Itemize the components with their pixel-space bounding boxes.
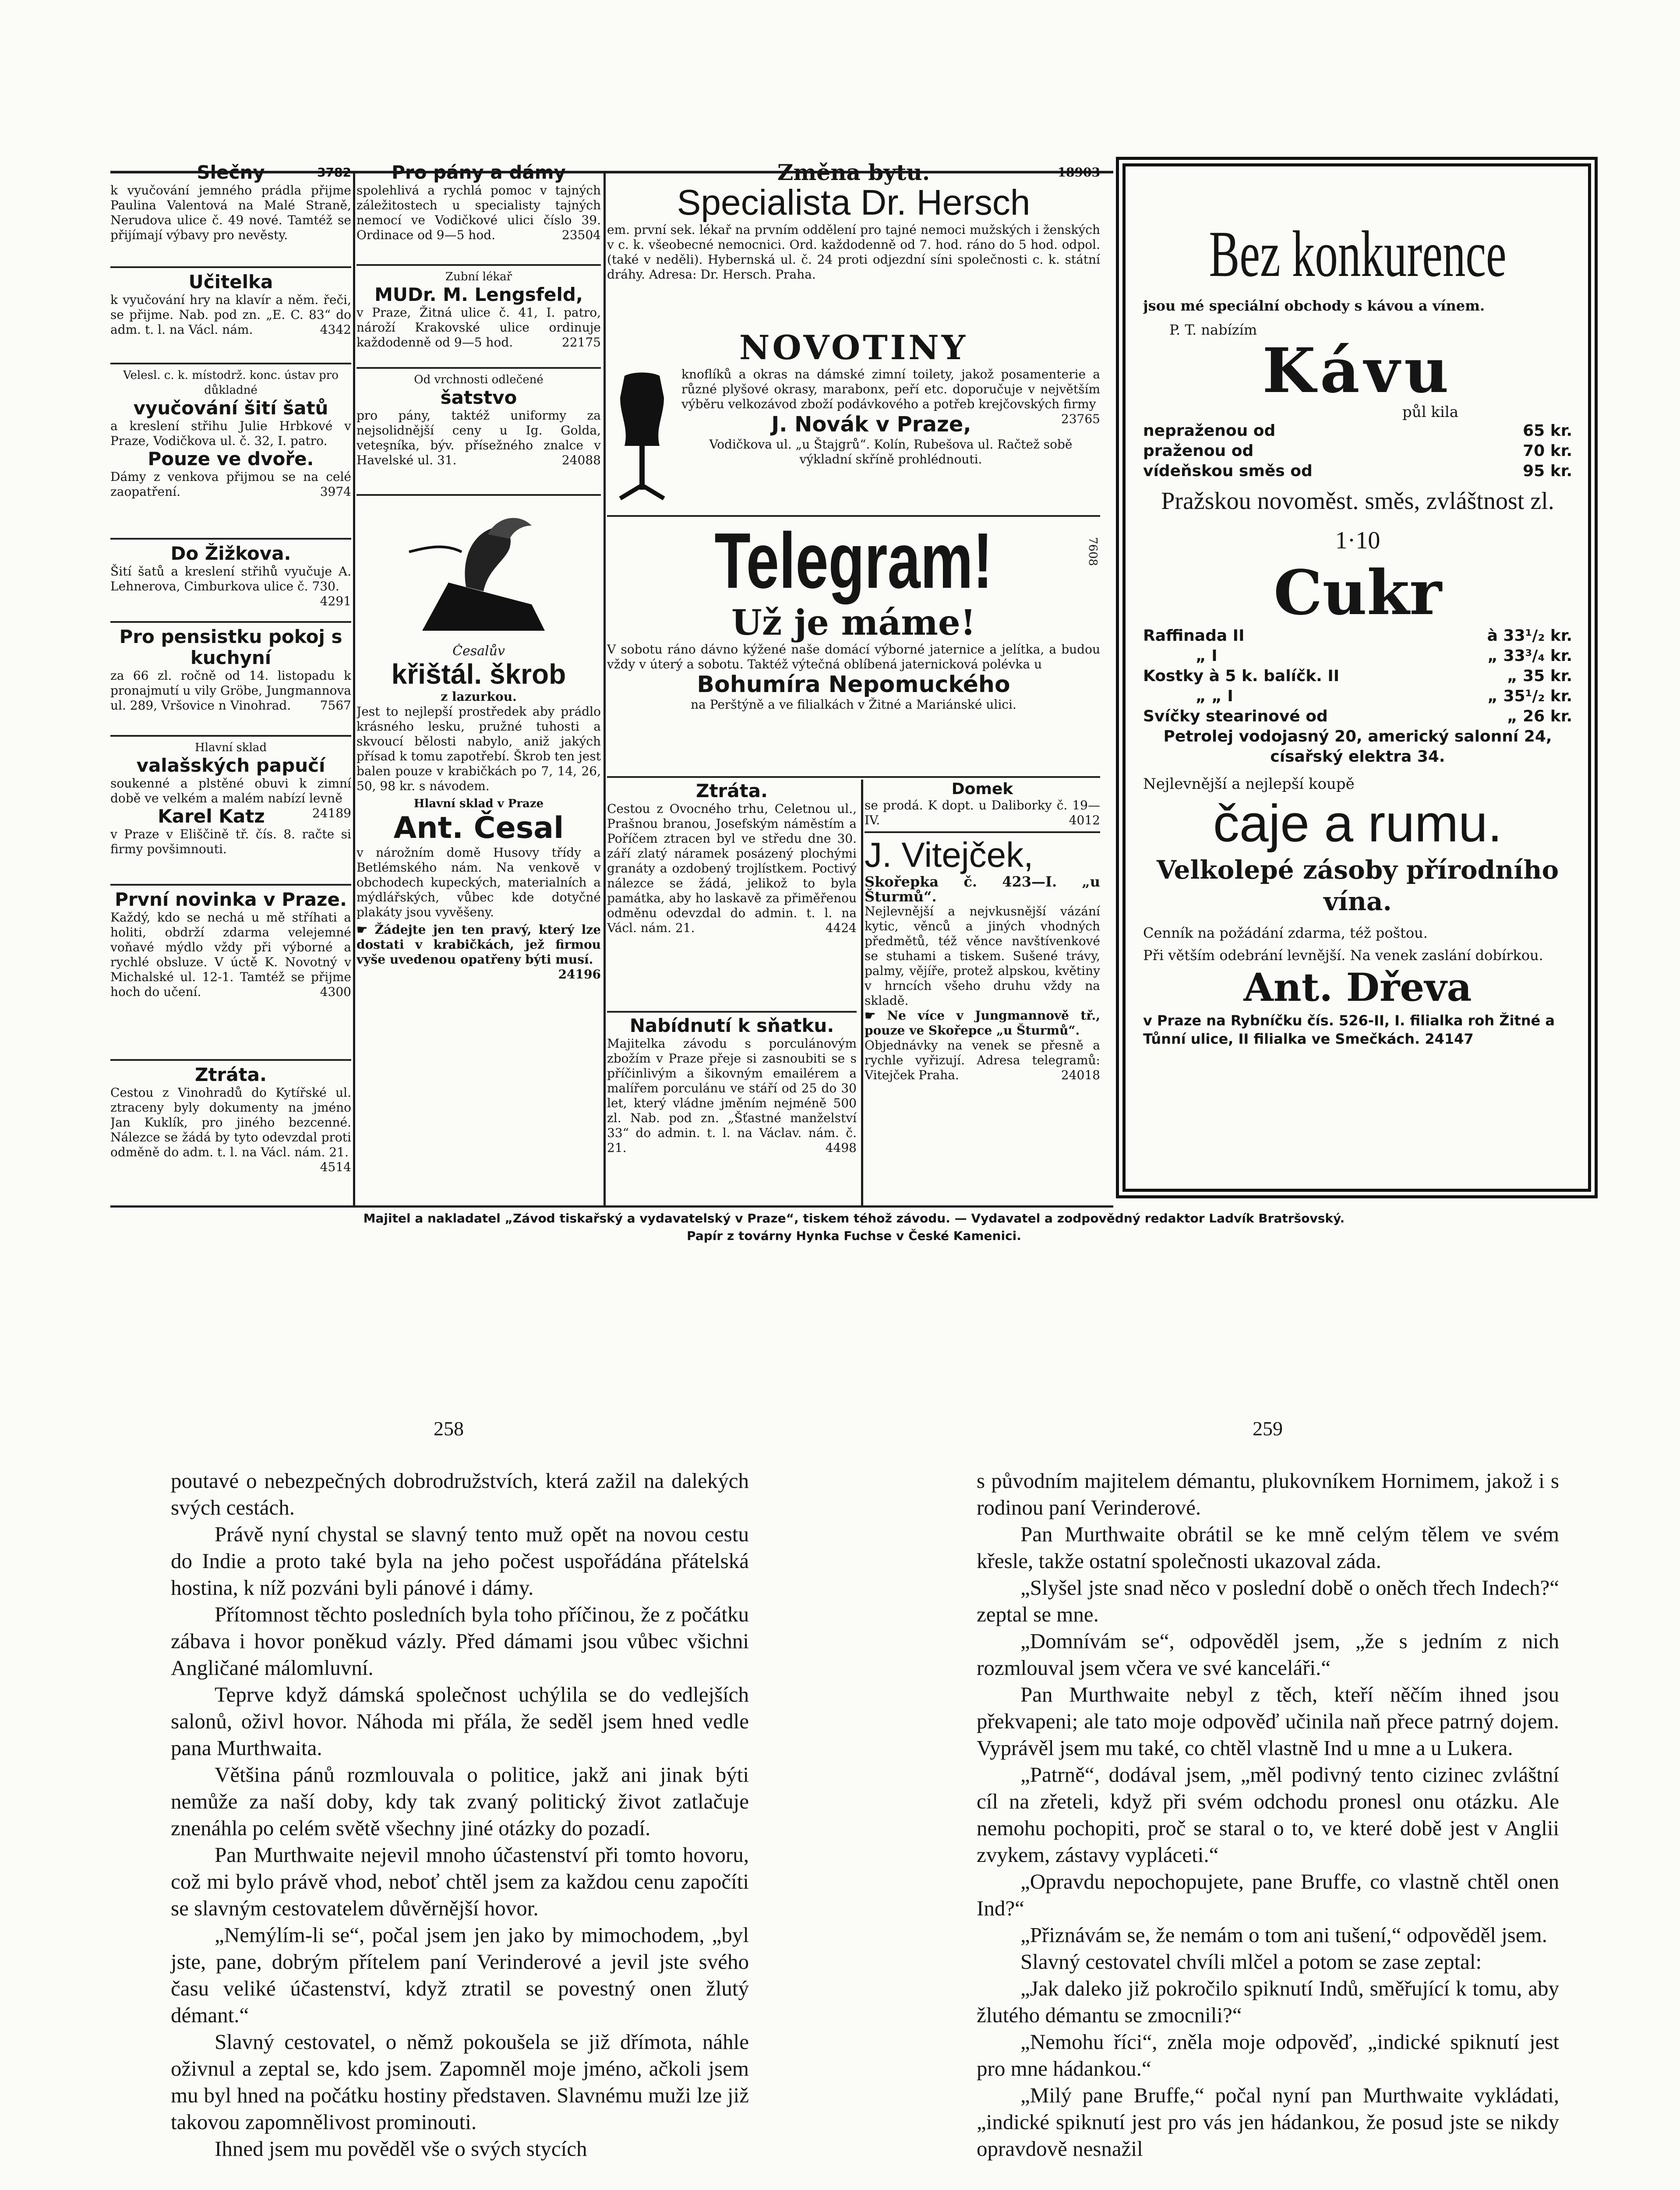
ad-ztrata-2: Ztráta. Cestou z Ovocného trhu, Celetnou ul., Prašnou branou, Josefským náměstím a Poříčem ztracen byl ve středu dne 30. září zlatý náramek posázený plochými granáty a ozdobený trojlístkem. Poctivý nálezce se žádá, jelikož to byla památka, aby ho laskavě za přiměřenou odměnu odevzdal do admin. t. l. na Václ. nám. 21. 4424 <box>607 781 857 935</box>
imprint-paper: Papír z továrny Hynka Fuchse v České Kamenici. <box>687 1229 1021 1243</box>
ad-column-3-split <box>607 781 1100 1199</box>
ad-siti-satu: Velesl. c. k. místodrž. konc. ústav pro důkladné vyučování šití šatů a kreslení střihu Julie Hrbkové v Praze, Vodičkova ul. č. 32, I. patro. Pouze ve dvoře. Dámy z venkova přijmou se na celé zaopatření. 3974 <box>110 369 351 499</box>
pointing-hand-icon: ☛ <box>356 922 368 937</box>
price-row: praženou od 70 kr. <box>1143 442 1572 460</box>
divider <box>607 515 1100 517</box>
paragraph: „Nemýlím-li se“, počal jsem jen jako by mimochodem, „byl jste, pane, dobrým přítelem paní Verinderové a jevil jste svého času veliké účastenství, když ztratil se povestný onen žlutý démant.“ <box>171 1923 749 2027</box>
book-page-left <box>171 1467 749 2162</box>
ad-ztrata-1: Ztráta. Cestou z Vinohradů do Kytířské ul. ztraceny byly dokumenty na jméno Jan Kuklík, pro jiného bezcenné. Nálezce se žádá by tyto odevzdal proti odměně do adm. t. l. na Václ. nám. 21. 4514 <box>110 1064 351 1174</box>
divider <box>356 494 601 496</box>
mannequin-icon <box>607 367 677 507</box>
page-number-right: 259 <box>1253 1417 1283 1440</box>
paragraph: Právě nyní chystal se slavný tento muž opět na novou cestu do Indie a proto také byla na jeho počest uspořádána přátelská hostina, k níž pozváni byli pánové i dámy. <box>171 1522 749 1600</box>
paragraph: „Domnívám se“, odpověděl jsem, „že s jedním z nich rozmlouval jsem včera ve své kanceláři.“ <box>977 1629 1559 1680</box>
divider <box>110 884 351 886</box>
ad-vitejcek: J. Vitejček, Skořepka č. 423—I. „u Šturmů“. Nejlevnější a nejvkusnější vázání kytic, věnců a jiných vhodných předmětů, též věnce navštívenkové se stuhami a tiskem. Sušené trávy, palmy, vějíře, protež alpskou, květiny v hrncích všeho druhu vždy na skladě. ☛ Ne více v Jungmannově tř., pouze ve Skořepce „u Šturmů“. Objednávky na venek se přesně a rychle vyřizují. Adresa telegramů: Vitejček Praha. 24018 <box>865 836 1100 1082</box>
ad-zubni-lekar: Zubní lékař MUDr. M. Lengsfeld, v Praze, Žitná ulice č. 41, I. patro, nároží Krakovské ulice ordinuje každodenně od 9—5 hod. 22175 <box>356 270 601 350</box>
paragraph: poutavé o nebezpečných dobrodružstvích, která zažil na dalekých svých cestách. <box>171 1469 749 1519</box>
column-divider-1 <box>353 171 355 1205</box>
divider <box>110 266 351 268</box>
price-row: „ I „ 33³/₄ kr. <box>1196 646 1572 665</box>
divider <box>607 1011 857 1013</box>
price-row: nepraženou od 65 kr. <box>1143 421 1572 440</box>
ad-telegram: Telegram! 7608 Už je máme! V sobotu ráno dávno kýžené naše domácí výborné jaternice a jelítka, a budou vždy v úterý a sobotu. Taktéž výtečná oblíbená jaternicková polévka u Bohumíra Nepomuckého na Perštýně a ve filialkách v Žitné a Mariánské ulici. <box>607 519 1100 712</box>
ad-pensistka: Pro pensistku pokoj s kuchyní za 66 zl. ročně od 14. listopadu k pronajmutí u vily Gröbe, Jungmannova ul. 289, Vršovice n Vinohrad. 7567 <box>110 626 351 713</box>
ad-zizkov: Do Žižkova. Šití šatů a kreslení střihů vyučuje A. Lehnerova, Cimburkova ulice č. 730. 4291 <box>110 543 351 608</box>
divider <box>607 776 1100 778</box>
paragraph: s původním majitelem démantu, plukovníkem Hornimem, jakož i s rodinou paní Verinderové. <box>977 1469 1559 1519</box>
page-number-left: 258 <box>434 1417 464 1440</box>
ad-column-1 <box>110 162 351 1204</box>
price-row: vídeňskou směs od 95 kr. <box>1143 462 1572 480</box>
divider <box>110 735 351 737</box>
paragraph: Slavný cestovatel chvíli mlčel a potom se zase zeptal: <box>1020 1950 1482 1974</box>
divider <box>865 831 1100 833</box>
price-row: „ „ I „ 35¹/₂ kr. <box>1196 687 1572 705</box>
price-row: Svíčky stearinové od „ 26 kr. <box>1143 707 1572 725</box>
paragraph: Pan Murthwaite obrátil se ke mně celým tělem ve svém křesle, takže ostatní společnosti ukazoval záda. <box>977 1522 1559 1573</box>
iron-icon <box>356 499 601 644</box>
paragraph: „Jak daleko již pokročilo spiknutí Indů, směřující k tomu, aby žlutého démantu se zmocnili?“ <box>977 1976 1559 2027</box>
ad-pro-pany: Pro pány a dámy spolehlivá a rychlá pomoc v tajných záležitostech u specialisty tajných nemocí ve Vodičkové ulici číslo 39. Ordinace od 9—5 hod. 23504 <box>356 162 601 242</box>
paragraph: Ihned jsem mu pověděl vše o svých stycích <box>215 2137 587 2161</box>
paragraph: Většina pánů rozmlouvala o politice, jakž ani jinak býti nemůže za naší doby, kdy tak zvaný politický život zatlačuje znenáhla po celém světě všechny jiné otázky do pozadí. <box>171 1763 749 1840</box>
divider <box>356 264 601 266</box>
paragraph: Přítomnost těchto posledních byla toho příčinou, že z počátku zábava i hovor poněkud vázly. Před dámami jsou vůbec všichni Angličané málomluvní. <box>171 1602 749 1680</box>
coffee-price-list <box>1143 421 1572 481</box>
ad-satstvo: Od vrchnosti odlečené šatstvo pro pány, taktéž uniformy za nejsolidnější ceny u Ig. Golda, veteşníka, býv. přísežného znalce v Havelské ul. 31. 24088 <box>356 373 601 467</box>
iron-illustration <box>356 499 601 644</box>
ad-ucitelka: Učitelka k vyučování hry na klavír a něm. řeči, se přijme. Nab. pod zn. „E. C. 83“ do adm. t. l. na Václ. nám. 4342 <box>110 272 351 337</box>
paragraph: „Patrně“, dodával jsem, „měl podivný tento cizinec zvláštní cíl na zřeteli, když při svém odchodu pronesl onu otázku. Ale nemohu pochopiti, proč se staral o to, ve které době jest v Anglii zvykem, zástavy vypláceti.“ <box>977 1763 1559 1867</box>
divider <box>356 367 601 369</box>
ad-papuce: Hlavní sklad valašských papučí soukenné a plstěné obuvi k zimní době ve velkém a malém nabízí levně 24189 Karel Katz v Praze v Eliščině tř. čís. 8. račte si firmy povšimnouti. <box>110 741 351 856</box>
paragraph: Slavný cestovatel, o němž pokoušela se již dřímota, náhle oživnul a zeptal se, kdo jsem. Zapomněl moje jméno, ačkoli jsem mu byl hned na počátku hostiny představen. Slavnému muži lze již takovou zapomnělivost prominouti. <box>171 2030 749 2134</box>
ad-slecny: Slečny 3782 k vyučování jemného prádla přijme Paulina Valentová na Malé Straně, Nerudova ulice č. 49 nové. Tamtéž se přijímají výbavy pro nevěsty. <box>110 162 351 242</box>
ad-domek: Domek se prodá. K dopt. u Daliborky č. 19—IV. 4012 <box>865 781 1100 827</box>
paragraph: „Opravdu nepochopujete, pane Bruffe, co vlastně chtěl onen Ind?“ <box>977 1869 1559 1920</box>
ad-column-3 <box>607 162 1100 1204</box>
divider <box>110 621 351 623</box>
paragraph: Pan Murthwaite nejevil mnoho účastenství při tomto hovoru, což mi bylo právě vhod, neboť chtěl jsem za každou cenu započíti se slavným cestovatelem důvěrnější hovor. <box>171 1843 749 1920</box>
divider <box>110 1059 351 1061</box>
ad-prvni-novinka: První novinka v Praze. Každý, kdo se nechá u mě stříhati a holiti, obdrží zdarma velejemné voňavé mýdlo vždy při výborné a rychlé obsluze. V úctě K. Novotný v Michalské ul. 12-1. Tamtéž se přijme hoch do učení. 4300 <box>110 889 351 999</box>
pointing-hand-icon: ☛ <box>865 1008 876 1023</box>
ad-novotiny: NOVOTINY knoflíků a okras na dámské zimní toilety, jakož posamenterie a různé plyšové okrasy, marabonx, peří etc. doporučuje v největším výběru velkozávod zboží podávkového a potřeb krejčovských firmy 23765 J. Novák v Praze, Vodičkova ul. „u Štajgrů“. Kolín, Rubešova ul. Račtež sobě výkladní skříně prohlédnouti. <box>607 328 1100 512</box>
column-divider-2 <box>604 171 606 1205</box>
paragraph: Teprve když dámská společnost uchýlila se do vedlejších salonů, oživl hovor. Náhoda mi přála, že seděl jsem hned vedle pana Murthwaita. <box>171 1682 749 1760</box>
paragraph: „Slyšel jste snad něco v poslední době o oněch třech Indech?“ zeptal se mne. <box>977 1575 1559 1626</box>
ad-dreva: Bez konkurence jsou mé speciální obchody s kávou a vínem. P. T. nabízím Kávu půl kila nepraženou od 65 kr. praženou od 70 kr. vídeňskou směs od 95 kr. Pražskou novoměst. směs, zvláštnost zl. 1·10 Cukr Raffinada II à 33¹/₂ kr. „ I „ 33³/₄ kr. Kostky à 5 k. balíčk. II „ 35 kr. „ „ I „ 35¹/₂ kr. Svíčky stearinové od „ 26 kr. Petrolej vodojasný 20, americký salonní 24, císařský elektra 34. Nejlevnější a nejlepší koupě čaje a rumu. Velkolepé zásoby přírodního vína. Cenník na požádání zdarma, též poštou. Při větším odebrání levnější. Na venek zaslání dobírkou. Ant. Dřeva v Praze na Rybníčku čís. 526-II, I. filialka roh Žitné a Tůnní ulice, II filialka ve Smečkách. 24147 <box>1143 218 1572 1048</box>
sugar-price-list <box>1143 626 1572 727</box>
paragraph: Pan Murthwaite nebyl z těch, kteří něčím ihned jsou překvapeni; ale tato moje odpověď učinila naň přece patrný dojem. Vyprávěl jsem mu také, co chtěl vlastně Ind u mne a u Lukera. <box>977 1682 1559 1760</box>
ad-hersch: Změna bytu. 18903 Specialista Dr. Hersch em. první sek. lékař na prvním oddělení pro tajné nemoci mužských i ženských v c. k. všeobecné nemocnici. Ord. každodenně od 7. hod. ráno do 5 hod. odpol. (také v neděli). Hybernská ul. č. 24 proti odjezdní síni společnosti c. k. státní dráhy. Adresa: Dr. Hersch. Praha. <box>607 162 1100 282</box>
paragraph: „Nemohu říci“, zněla moje odpověď, „indické spiknutí jest pro mne hádankou.“ <box>977 2030 1559 2080</box>
price-row: Kostky à 5 k. balíčk. II „ 35 kr. <box>1143 667 1572 685</box>
book-page-right <box>977 1467 1559 2162</box>
divider <box>110 538 351 540</box>
imprint-line: Majitel a nakladatel „Závod tiskařský a vydavatelský v Praze“, tiskem téhož závodu. — Vydavatel a zodpovědný redaktor Ladvík Bratršovský. <box>363 1211 1345 1226</box>
bottom-rule <box>110 1205 1113 1208</box>
dress-form-illustration <box>607 367 681 511</box>
paragraph: „Přiznávám se, že nemám o tom ani tušení,“ odpověděl jsem. <box>1020 1923 1547 1947</box>
ad-skrob: Česalův křištál. škrob z lazurkou. Jest to nejlepší prostředek aby prádlo krásného lesku, pružné tuhosti a skvoucí bělosti nabylo, aniž jakých přísad k tomu zapotřebí. Škrob ten jest balen pouze v krabičkách po 7, 14, 26, 50, 98 kr. s návodem. Hlavní sklad v Praze Ant. Česal v nárožním domě Husovy třídy a Betlémského nám. Na venkově v obchodech kupeckých, materialních a mýdlářských, vůbec kde dotyčné plakáty jsou vyvěšeny. ☛ Žádejte jen ten pravý, který lze dostati v krabičkách, jež firmou vyše uvedenou opatřeny býti musí. 24196 <box>356 644 601 982</box>
price-row: Raffinada II à 33¹/₂ kr. <box>1143 626 1572 645</box>
ad-snatek: Nabídnutí k sňatku. Majitelka závodu s porculánovým zbožím v Praze přeje si zasnoubiti se s příčinlivým a šikovným emailérem a malířem porculánu ve stáří od 25 do 30 let, který vládne jměním nejméně 500 zl. Nab. pod zn. „Šťastné manželství 33“ do admin. t. l. na Václav. nám. č. 21. 4498 <box>607 1015 857 1155</box>
ad-column-2 <box>356 162 601 1204</box>
divider <box>110 363 351 364</box>
paragraph: „Milý pane Bruffe,“ počal nyní pan Murthwaite vykládati, „indické spiknutí jest pro vás jen hádankou, že posud jste se nikdy opravdově nesnažil <box>977 2083 1559 2161</box>
